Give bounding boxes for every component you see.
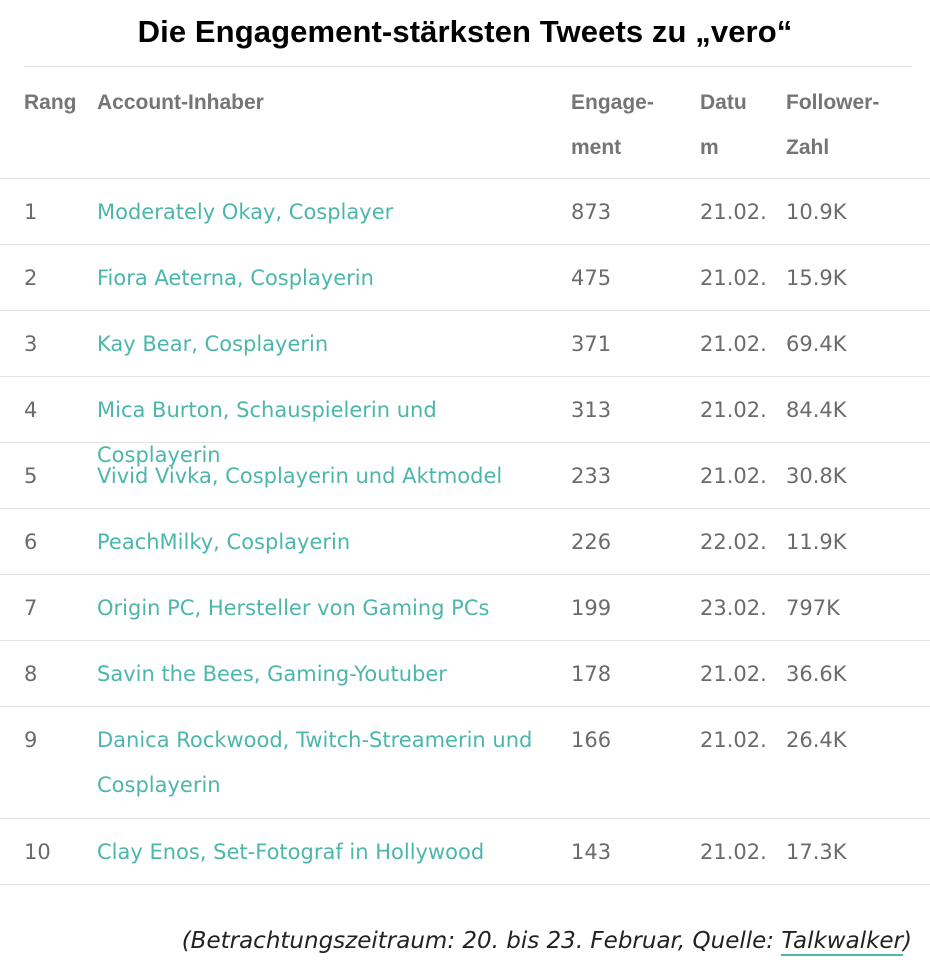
engagement-cell: 178 <box>571 662 612 686</box>
table-row <box>0 376 930 467</box>
engagement-cell: 226 <box>571 530 612 554</box>
followers-cell: 26.4K <box>786 728 847 752</box>
followers-cell: 11.9K <box>786 530 847 554</box>
header-engagement-line1: Engage- <box>571 91 654 114</box>
engagement-cell: 166 <box>571 728 612 752</box>
table-body <box>0 178 930 885</box>
source-note <box>182 928 912 954</box>
table-row <box>0 442 930 508</box>
table-row <box>0 706 930 818</box>
table-row <box>0 574 930 640</box>
table-row <box>0 310 930 376</box>
date-cell: 23.02. <box>700 596 767 620</box>
engagement-cell: 143 <box>571 840 612 864</box>
table-row <box>0 640 930 706</box>
rank-cell: 4 <box>24 398 38 422</box>
rank-cell: 2 <box>24 266 38 290</box>
rank-cell: 8 <box>24 662 38 686</box>
account-link[interactable]: Vivid Vivka, Cosplayerin und Aktmodel <box>97 464 503 488</box>
table-row <box>0 244 930 310</box>
account-link[interactable]: Kay Bear, Cosplayerin <box>97 332 329 356</box>
account-link[interactable]: Moderately Okay, Cosplayer <box>97 200 394 224</box>
header-date-line1: Datu <box>700 91 747 114</box>
date-cell: 22.02. <box>700 530 767 554</box>
title-divider <box>24 66 912 67</box>
table-row <box>0 178 930 244</box>
account-link[interactable]: Savin the Bees, Gaming-Youtuber <box>97 662 447 686</box>
followers-cell: 15.9K <box>786 266 847 290</box>
date-cell: 21.02. <box>700 728 767 752</box>
date-cell: 21.02. <box>700 200 767 224</box>
date-cell: 21.02. <box>700 398 767 422</box>
account-link[interactable]: PeachMilky, Cosplayerin <box>97 530 351 554</box>
engagement-cell: 313 <box>571 398 612 422</box>
rank-cell: 7 <box>24 596 38 620</box>
followers-cell: 10.9K <box>786 200 847 224</box>
date-cell: 21.02. <box>700 840 767 864</box>
rank-cell: 5 <box>24 464 38 488</box>
header-rank: Rang <box>24 91 77 114</box>
source-note-suffix: ) <box>903 928 912 954</box>
rank-cell: 3 <box>24 332 38 356</box>
account-link[interactable]: Danica Rockwood, Twitch-Streamerin und Cosplayerin <box>97 728 533 797</box>
table-row <box>0 818 930 885</box>
rank-cell: 6 <box>24 530 38 554</box>
followers-cell: 84.4K <box>786 398 847 422</box>
followers-cell: 36.6K <box>786 662 847 686</box>
table-row <box>0 508 930 574</box>
date-cell: 21.02. <box>700 332 767 356</box>
account-link[interactable]: Fiora Aeterna, Cosplayerin <box>97 266 374 290</box>
date-cell: 21.02. <box>700 266 767 290</box>
account-link[interactable]: Origin PC, Hersteller von Gaming PCs <box>97 596 490 620</box>
followers-cell: 30.8K <box>786 464 847 488</box>
rank-cell: 1 <box>24 200 38 224</box>
source-note-prefix: (Betrachtungszeitraum: 20. bis 23. Februar, Quelle: <box>181 928 782 954</box>
table-header <box>0 80 930 178</box>
page-title: Die Engagement-stärksten Tweets zu „vero“ <box>137 14 793 49</box>
account-link[interactable]: Clay Enos, Set-Fotograf in Hollywood <box>97 840 485 864</box>
rank-cell: 9 <box>24 728 38 752</box>
header-account: Account-Inhaber <box>97 91 264 114</box>
followers-cell: 17.3K <box>786 840 847 864</box>
engagement-cell: 873 <box>571 200 612 224</box>
followers-cell: 797K <box>786 596 840 620</box>
header-followers-line1: Follower- <box>786 91 880 114</box>
header-followers-line2: Zahl <box>786 136 830 159</box>
engagement-cell: 233 <box>571 464 612 488</box>
header-date-line2: m <box>700 136 719 159</box>
followers-cell: 69.4K <box>786 332 847 356</box>
rank-cell: 10 <box>24 840 51 864</box>
date-cell: 21.02. <box>700 662 767 686</box>
source-link[interactable]: Talkwalker <box>781 928 904 954</box>
engagement-cell: 199 <box>571 596 612 620</box>
engagement-cell: 475 <box>571 266 612 290</box>
date-cell: 21.02. <box>700 464 767 488</box>
header-engagement-line2: ment <box>571 136 622 159</box>
account-link[interactable]: Mica Burton, Schauspielerin und Cosplayerin <box>97 398 437 467</box>
engagement-cell: 371 <box>571 332 612 356</box>
